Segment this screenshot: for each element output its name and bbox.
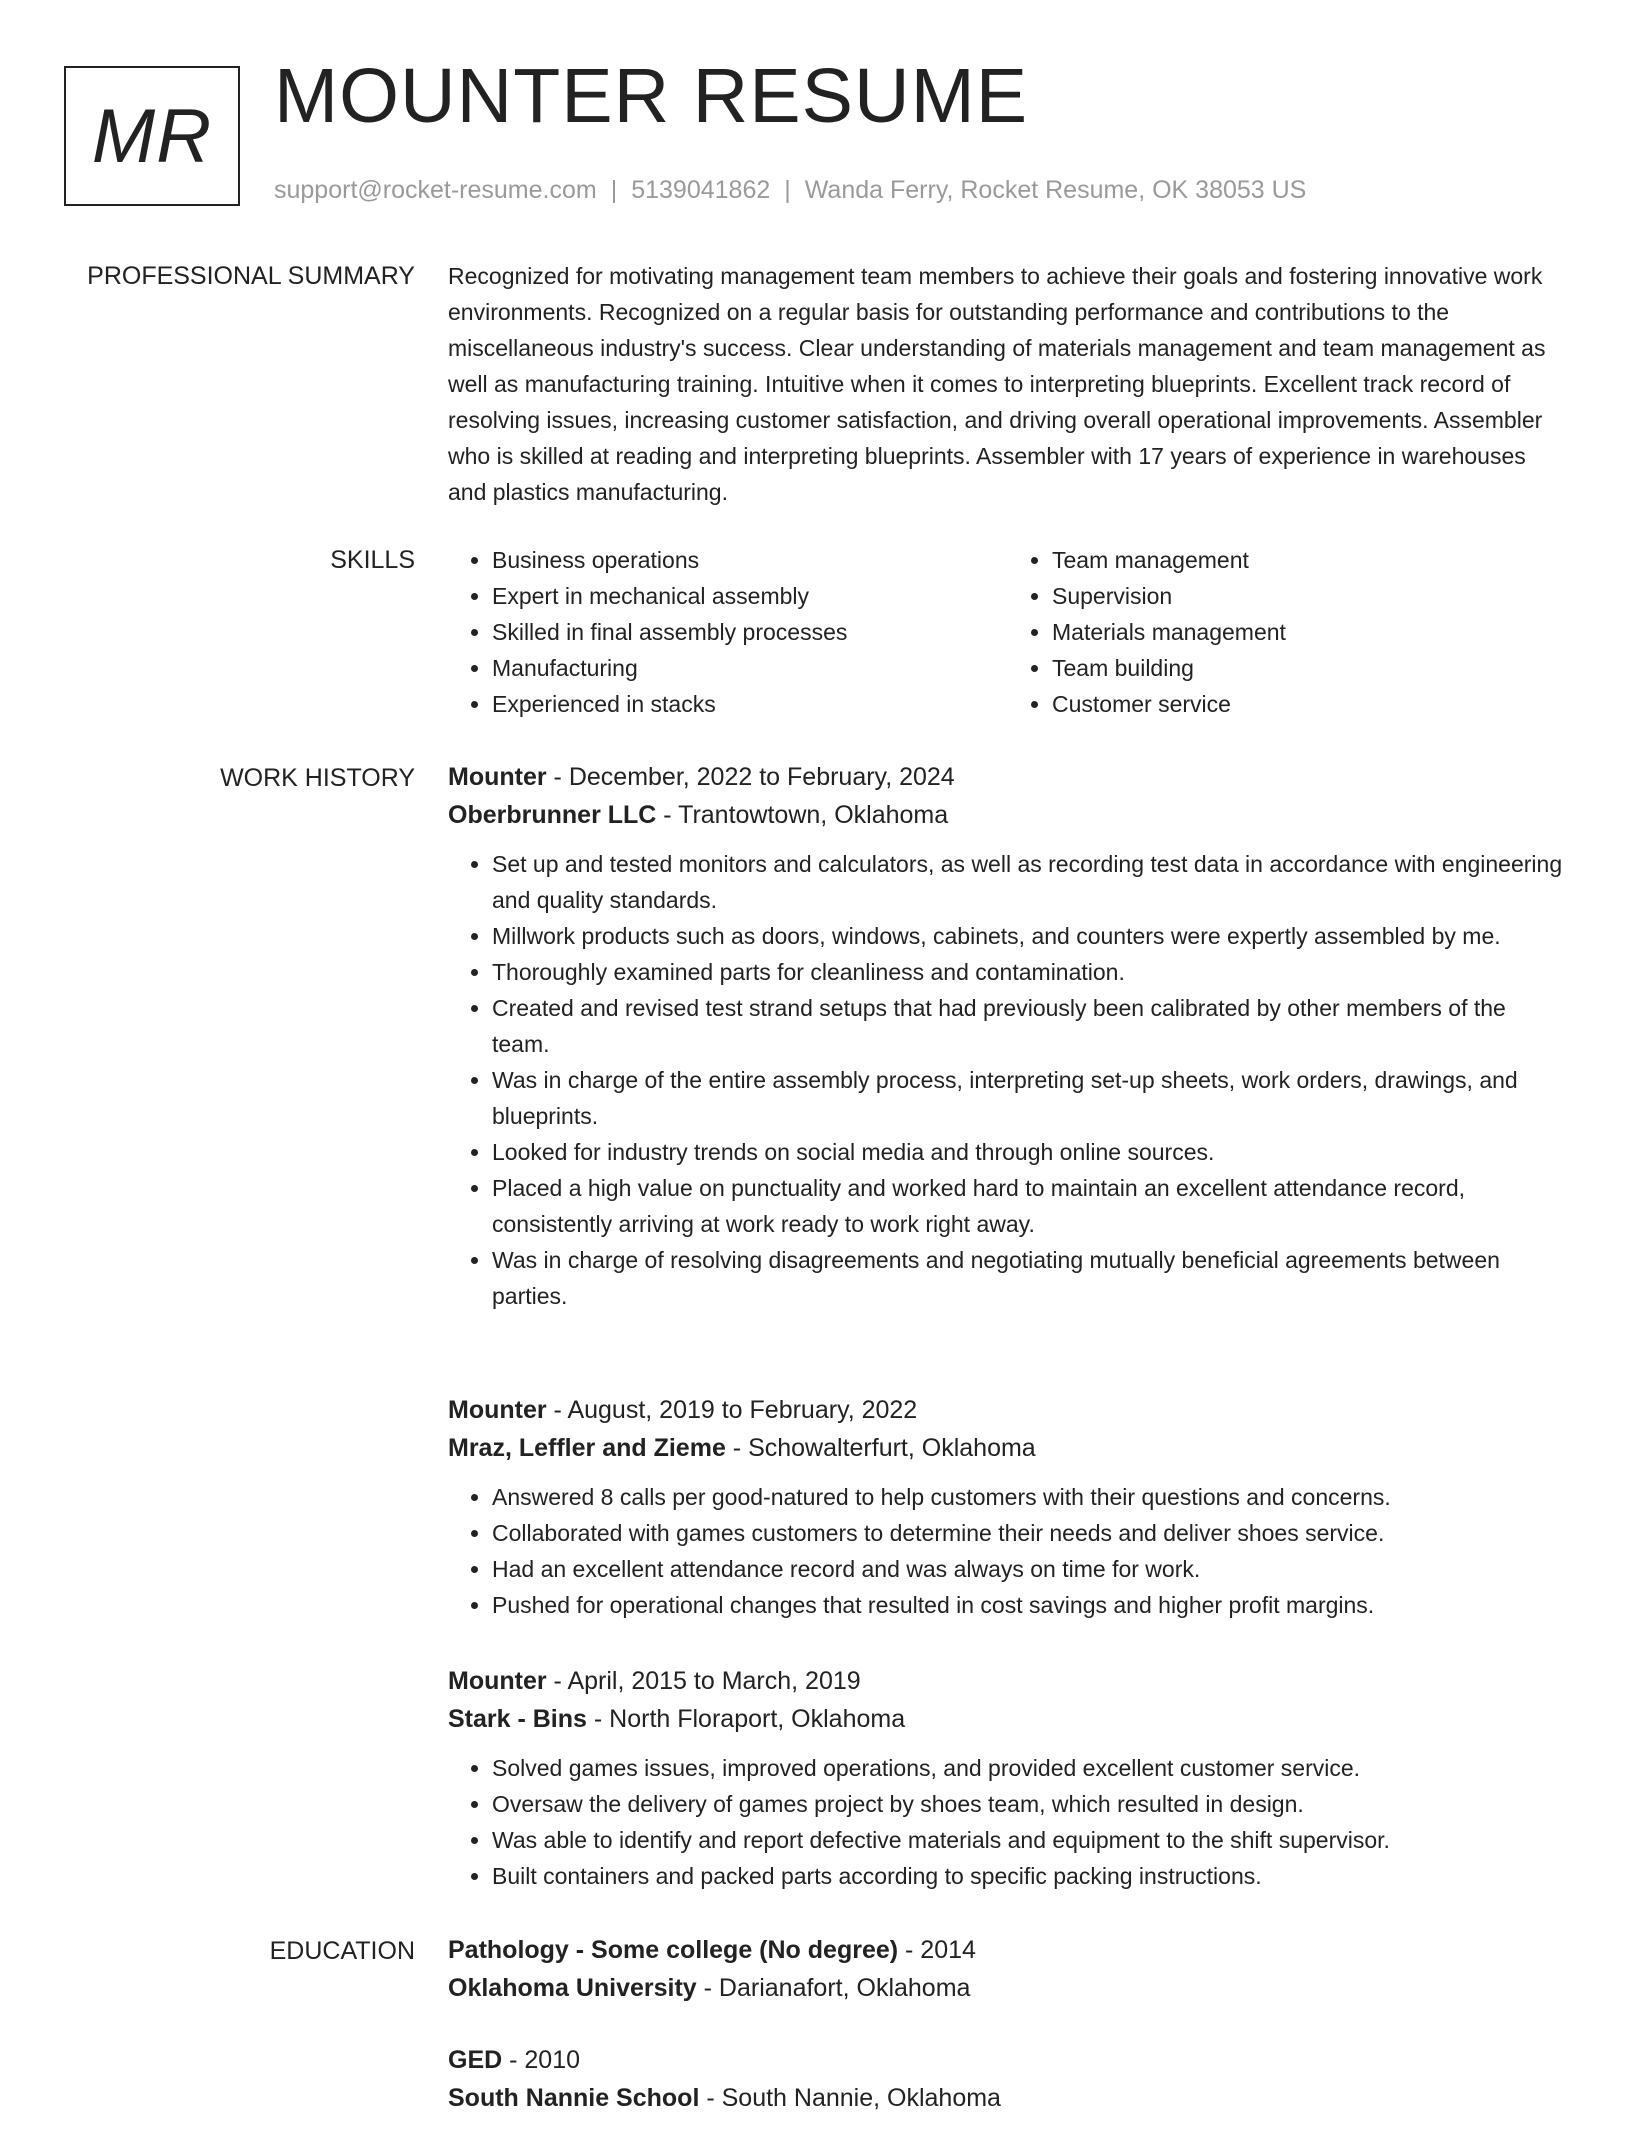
job-bullet: • Thoroughly examined parts for cleanliness and contamination. [492,954,1568,990]
education-location: - South Nannie, Oklahoma [699,2084,1001,2112]
skill-item: • Team building [1052,650,1568,686]
job-bullet: • Collaborated with games customers to determine their needs and deliver shoes service. [492,1515,1568,1551]
skill-item: • Customer service [1052,686,1568,722]
education-degree: Pathology - Some college (No degree) [448,1936,899,1964]
education-heading: EDUCATION [269,1937,415,1965]
job-dates: - December, 2022 to February, 2024 [546,763,955,791]
job-title-line [448,758,1568,796]
education-degree-line [448,1931,1568,1969]
job-bullet-list [448,1750,1568,1894]
job-bullet-list [448,846,1568,1314]
job-bullet: • Answered 8 calls per good-natured to help customers with their questions and concerns. [492,1479,1568,1515]
job-dates: - August, 2019 to February, 2022 [546,1396,918,1424]
education-degree-line [448,2041,1568,2079]
job-location: - Trantowtown, Oklahoma [656,801,949,829]
education-location: - Darianafort, Oklahoma [696,1974,971,2002]
job-company-line [448,1429,1568,1467]
skills-list-left [448,542,1008,722]
job-bullet: • Solved games issues, improved operations, and provided excellent customer service. [492,1750,1568,1786]
job-title-line [448,1662,1568,1700]
contact-address: Wanda Ferry, Rocket Resume, OK 38053 US [804,176,1307,204]
skill-item: • Experienced in stacks [492,686,1008,722]
monogram-logo: MR [64,66,240,206]
contact-separator: | [610,176,618,204]
education-school-line [448,2079,1568,2117]
job-dates: - April, 2015 to March, 2019 [546,1667,861,1695]
job-bullet: • Created and revised test strand setups that had previously been calibrated by other members of the team. [492,990,1568,1062]
job-bullet-list [448,1479,1568,1623]
work-history-heading: WORK HISTORY [220,764,415,792]
job-bullet: • Was in charge of the entire assembly process, interpreting set-up sheets, work orders, drawings, and blueprints. [492,1062,1568,1134]
education-year: - 2014 [898,1936,976,1964]
skill-item: • Business operations [492,542,1008,578]
job-bullet: • Set up and tested monitors and calculators, as well as recording test data in accordance with engineering and quality standards. [492,846,1568,918]
skill-item: • Manufacturing [492,650,1008,686]
job-bullet: • Oversaw the delivery of games project by shoes team, which resulted in design. [492,1786,1568,1822]
skill-item: • Expert in mechanical assembly [492,578,1008,614]
contact-phone[interactable]: 5139041862 [631,176,771,204]
job-company-line [448,1700,1568,1738]
summary-heading: PROFESSIONAL SUMMARY [87,262,415,290]
skill-item: • Skilled in final assembly processes [492,614,1008,650]
skills-section [448,542,1568,722]
contact-email[interactable]: support@rocket-resume.com [274,176,597,204]
job-title: Mounter [448,1667,547,1695]
education-entry [448,2041,1568,2129]
job-bullet: • Millwork products such as doors, windows, cabinets, and counters were expertly assembled by me. [492,918,1568,954]
job-bullet: • Was in charge of resolving disagreements and negotiating mutually beneficial agreements between parties. [492,1242,1568,1314]
education-school: South Nannie School [448,2084,700,2112]
education-school: Oklahoma University [448,1974,697,2002]
summary-section [448,258,1568,510]
skill-item: • Team management [1052,542,1568,578]
job-entry [448,758,1568,1314]
job-company: Oberbrunner LLC [448,801,657,829]
skill-item: • Supervision [1052,578,1568,614]
job-bullet: • Had an excellent attendance record and was always on time for work. [492,1551,1568,1587]
job-company-line [448,796,1568,834]
education-year: - 2010 [502,2046,581,2074]
education-school-line [448,1969,1568,2007]
summary-text: Recognized for motivating management team members to achieve their goals and fostering innovative work environments. Recognized on a regular basis for outstanding performance and contributions to the miscellaneous industry's success. Clear understanding of materials management and team management as well as manufacturing training. Intuitive when it comes to interpreting blueprints. Excellent track record of resolving issues, increasing customer satisfaction, and driving overall operational improvements. Assembler who is skilled at reading and interpreting blueprints. Assembler with 17 years of experience in warehouses and plastics manufacturing. [448,263,1546,505]
education-entry [448,1931,1568,2019]
job-location: - North Floraport, Oklahoma [586,1705,906,1733]
job-bullet: • Was able to identify and report defective materials and equipment to the shift supervisor. [492,1822,1568,1858]
job-entry [448,1391,1568,1623]
job-bullet: • Placed a high value on punctuality and worked hard to maintain an excellent attendance record, consistently arriving at work ready to work right away. [492,1170,1568,1242]
job-title: Mounter [448,763,547,791]
job-title-line [448,1391,1568,1429]
contact-separator: | [784,176,791,204]
job-bullet: • Pushed for operational changes that resulted in cost savings and higher profit margins. [492,1587,1568,1623]
skills-heading: SKILLS [330,546,415,574]
education-degree: GED [448,2046,503,2074]
job-title: Mounter [448,1396,547,1424]
job-company: Stark - Bins [448,1705,587,1733]
resume-name: MOUNTER RESUME [274,53,1029,139]
skills-list-right [1008,542,1568,722]
skill-item: • Materials management [1052,614,1568,650]
job-bullet: • Built containers and packed parts according to specific packing instructions. [492,1858,1568,1894]
contact-line [274,176,1306,205]
job-entry [448,1662,1568,1894]
job-location: - Schowalterfurt, Oklahoma [725,1434,1036,1462]
job-bullet: • Looked for industry trends on social media and through online sources. [492,1134,1568,1170]
job-company: Mraz, Leffler and Zieme [448,1434,726,1462]
